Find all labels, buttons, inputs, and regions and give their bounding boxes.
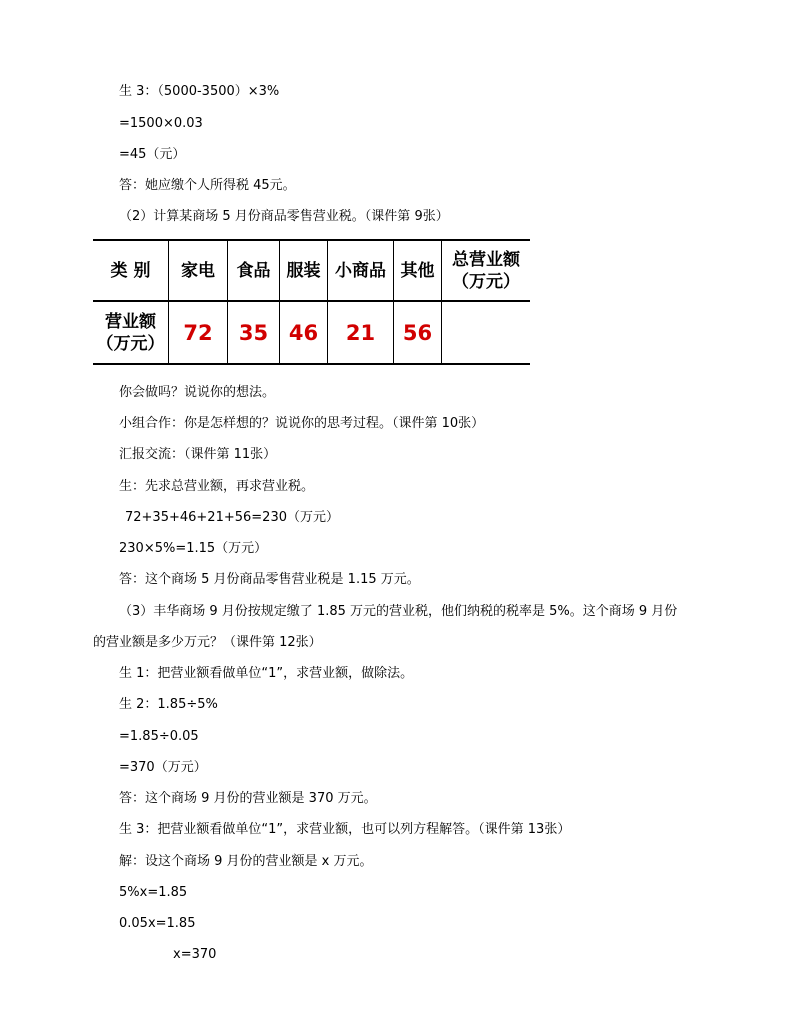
value-small-goods: 21 [345,320,376,345]
text-line: 解：设这个商场 9 月份的营业额是 x 万元。 [119,854,373,869]
text-line: =370（万元） [119,760,207,775]
text-line: 汇报交流：（课件第 11张） [119,447,277,462]
text-line: 的营业额是多少万元？（课件第 12张） [93,635,322,650]
header-food: 食品 [236,260,271,281]
row-label-text: 营业额 [105,311,156,332]
text-line: 230×5%=1.15（万元） [119,541,268,556]
section-heading: （2）计算某商场 5 月份商品零售营业税。（课件第 9张） [119,209,449,224]
text-line: 小组合作：你是怎样想的？说说你的思考过程。（课件第 10张） [119,416,485,431]
text-line: 你会做吗？说说你的想法。 [119,385,276,400]
header-total-label: 总营业额 [452,249,520,270]
value-total [442,302,530,363]
text-line: 生 3：把营业额看做单位“1”，求营业额，也可以列方程解答。（课件第 13张） [119,822,571,837]
text-line: =1.85÷0.05 [119,729,199,744]
text-line: 72+35+46+21+56=230（万元） [125,510,339,525]
header-category: 类 别 [110,260,151,281]
text-line: 答：这个商场 9 月份的营业额是 370 万元。 [119,791,377,806]
value-appliances: 72 [183,320,213,345]
header-small-goods: 小商品 [335,260,386,281]
text-line: 0.05x=1.85 [119,916,196,931]
text-line: =45（元） [119,147,186,162]
text-line: 答：她应缴个人所得税 45元。 [119,178,296,193]
row-label-revenue [93,302,168,363]
header-appliances: 家电 [181,260,215,281]
header-total-unit: （万元） [452,271,520,292]
text-line: 生 3：（5000-3500）×3% [119,84,280,99]
header-other: 其他 [400,260,435,281]
text-line: 生 1：把营业额看做单位“1”，求营业额，做除法。 [119,666,414,681]
text-line: 生 2：1.85÷5% [119,697,218,712]
text-line: 5%x=1.85 [119,885,188,900]
value-clothing: 46 [288,320,319,345]
value-food: 35 [238,320,269,345]
text-line: 答：这个商场 5 月份商品零售营业税是 1.15 万元。 [119,572,420,587]
text-line: （3）丰华商场 9 月份按规定缴了 1.85 万元的营业税，他们纳税的税率是 5%。这个商场 9 月份 [119,604,678,619]
row-label-unit: （万元） [96,333,165,354]
header-clothing: 服装 [286,260,321,281]
text-line: =1500×0.03 [119,116,203,131]
value-other: 56 [402,320,433,345]
text-line: x=370 [173,947,217,962]
text-line: 生：先求总营业额，再求营业税。 [119,479,315,494]
header-total-revenue [442,241,530,300]
sales-table [93,239,530,365]
